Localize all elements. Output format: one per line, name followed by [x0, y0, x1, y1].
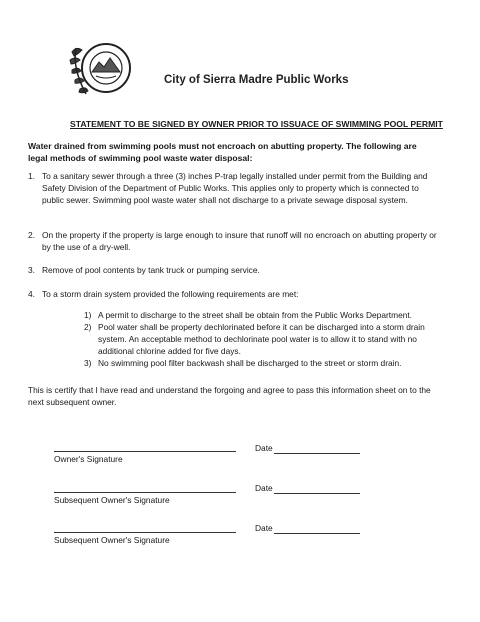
date-line[interactable] [274, 533, 360, 534]
sub-list-item-number: 1) [84, 310, 92, 320]
list-item-text: To a storm drain system provided the following requirements are met: [42, 289, 299, 299]
date-line[interactable] [274, 493, 360, 494]
list-item [28, 288, 438, 300]
sub-list-item-number: 2) [84, 322, 92, 332]
date-line[interactable] [274, 453, 360, 454]
list-item [28, 229, 438, 253]
sub-list-item-text: No swimming pool filter backwash shall be discharged to the street or storm drain. [98, 358, 402, 368]
sub-list-item [84, 321, 438, 357]
list-item-text: On the property if the property is large enough to insure that runoff will no encroach on abutting property or by the use of a dry-well. [42, 230, 437, 252]
document-heading: STATEMENT TO BE SIGNED BY OWNER PRIOR TO ISSUACE OF SWIMMING POOL PERMIT [70, 119, 443, 129]
certification-paragraph: This is certify that I have read and understand the forgoing and agree to pass this information sheet on to the next subsequent owner. [28, 385, 431, 407]
list-item-number: 2. [28, 230, 35, 240]
sub-list-item-text: Pool water shall be property dechlorinated before it can be discharged into a storm drain system. An acceptable method to dechlorinate pool water is to allow it to stand with no additional chlorine added for five days. [98, 322, 425, 356]
list-item-text: To a sanitary sewer through a three (3) inches P-trap legally installed under permit from the Building and Safety Division of the Department of Public Works. This applies only to property which is connected to public sewer. Swimming pool waste water shall not discharge to a private sewage disposal system. [42, 171, 428, 205]
sub-list-item-text: A permit to discharge to the street shall be obtain from the Public Works Department. [98, 310, 413, 320]
list-item-text: Remove of pool contents by tank truck or pumping service. [42, 265, 260, 275]
sub-list-item [84, 357, 438, 369]
intro-paragraph: Water drained from swimming pools must not encroach on abutting property. The following are legal methods of swimming pool waste water disposal: [28, 141, 417, 163]
date-label: Date [255, 523, 273, 533]
list-item [28, 170, 438, 206]
signature-line[interactable] [54, 492, 236, 493]
signature-label: Subsequent Owner's Signature [54, 495, 170, 505]
list-item-number: 4. [28, 289, 35, 299]
date-label: Date [255, 443, 273, 453]
list-item-number: 1. [28, 171, 35, 181]
sub-list-item [84, 309, 438, 321]
city-seal-logo [66, 38, 138, 100]
signature-line[interactable] [54, 451, 236, 452]
signature-line[interactable] [54, 532, 236, 533]
department-name: City of Sierra Madre Public Works [164, 74, 349, 86]
signature-label: Subsequent Owner's Signature [54, 535, 170, 545]
date-label: Date [255, 483, 273, 493]
list-item-number: 3. [28, 265, 35, 275]
signature-label: Owner's Signature [54, 454, 123, 464]
list-item [28, 264, 438, 276]
sub-list-item-number: 3) [84, 358, 92, 368]
